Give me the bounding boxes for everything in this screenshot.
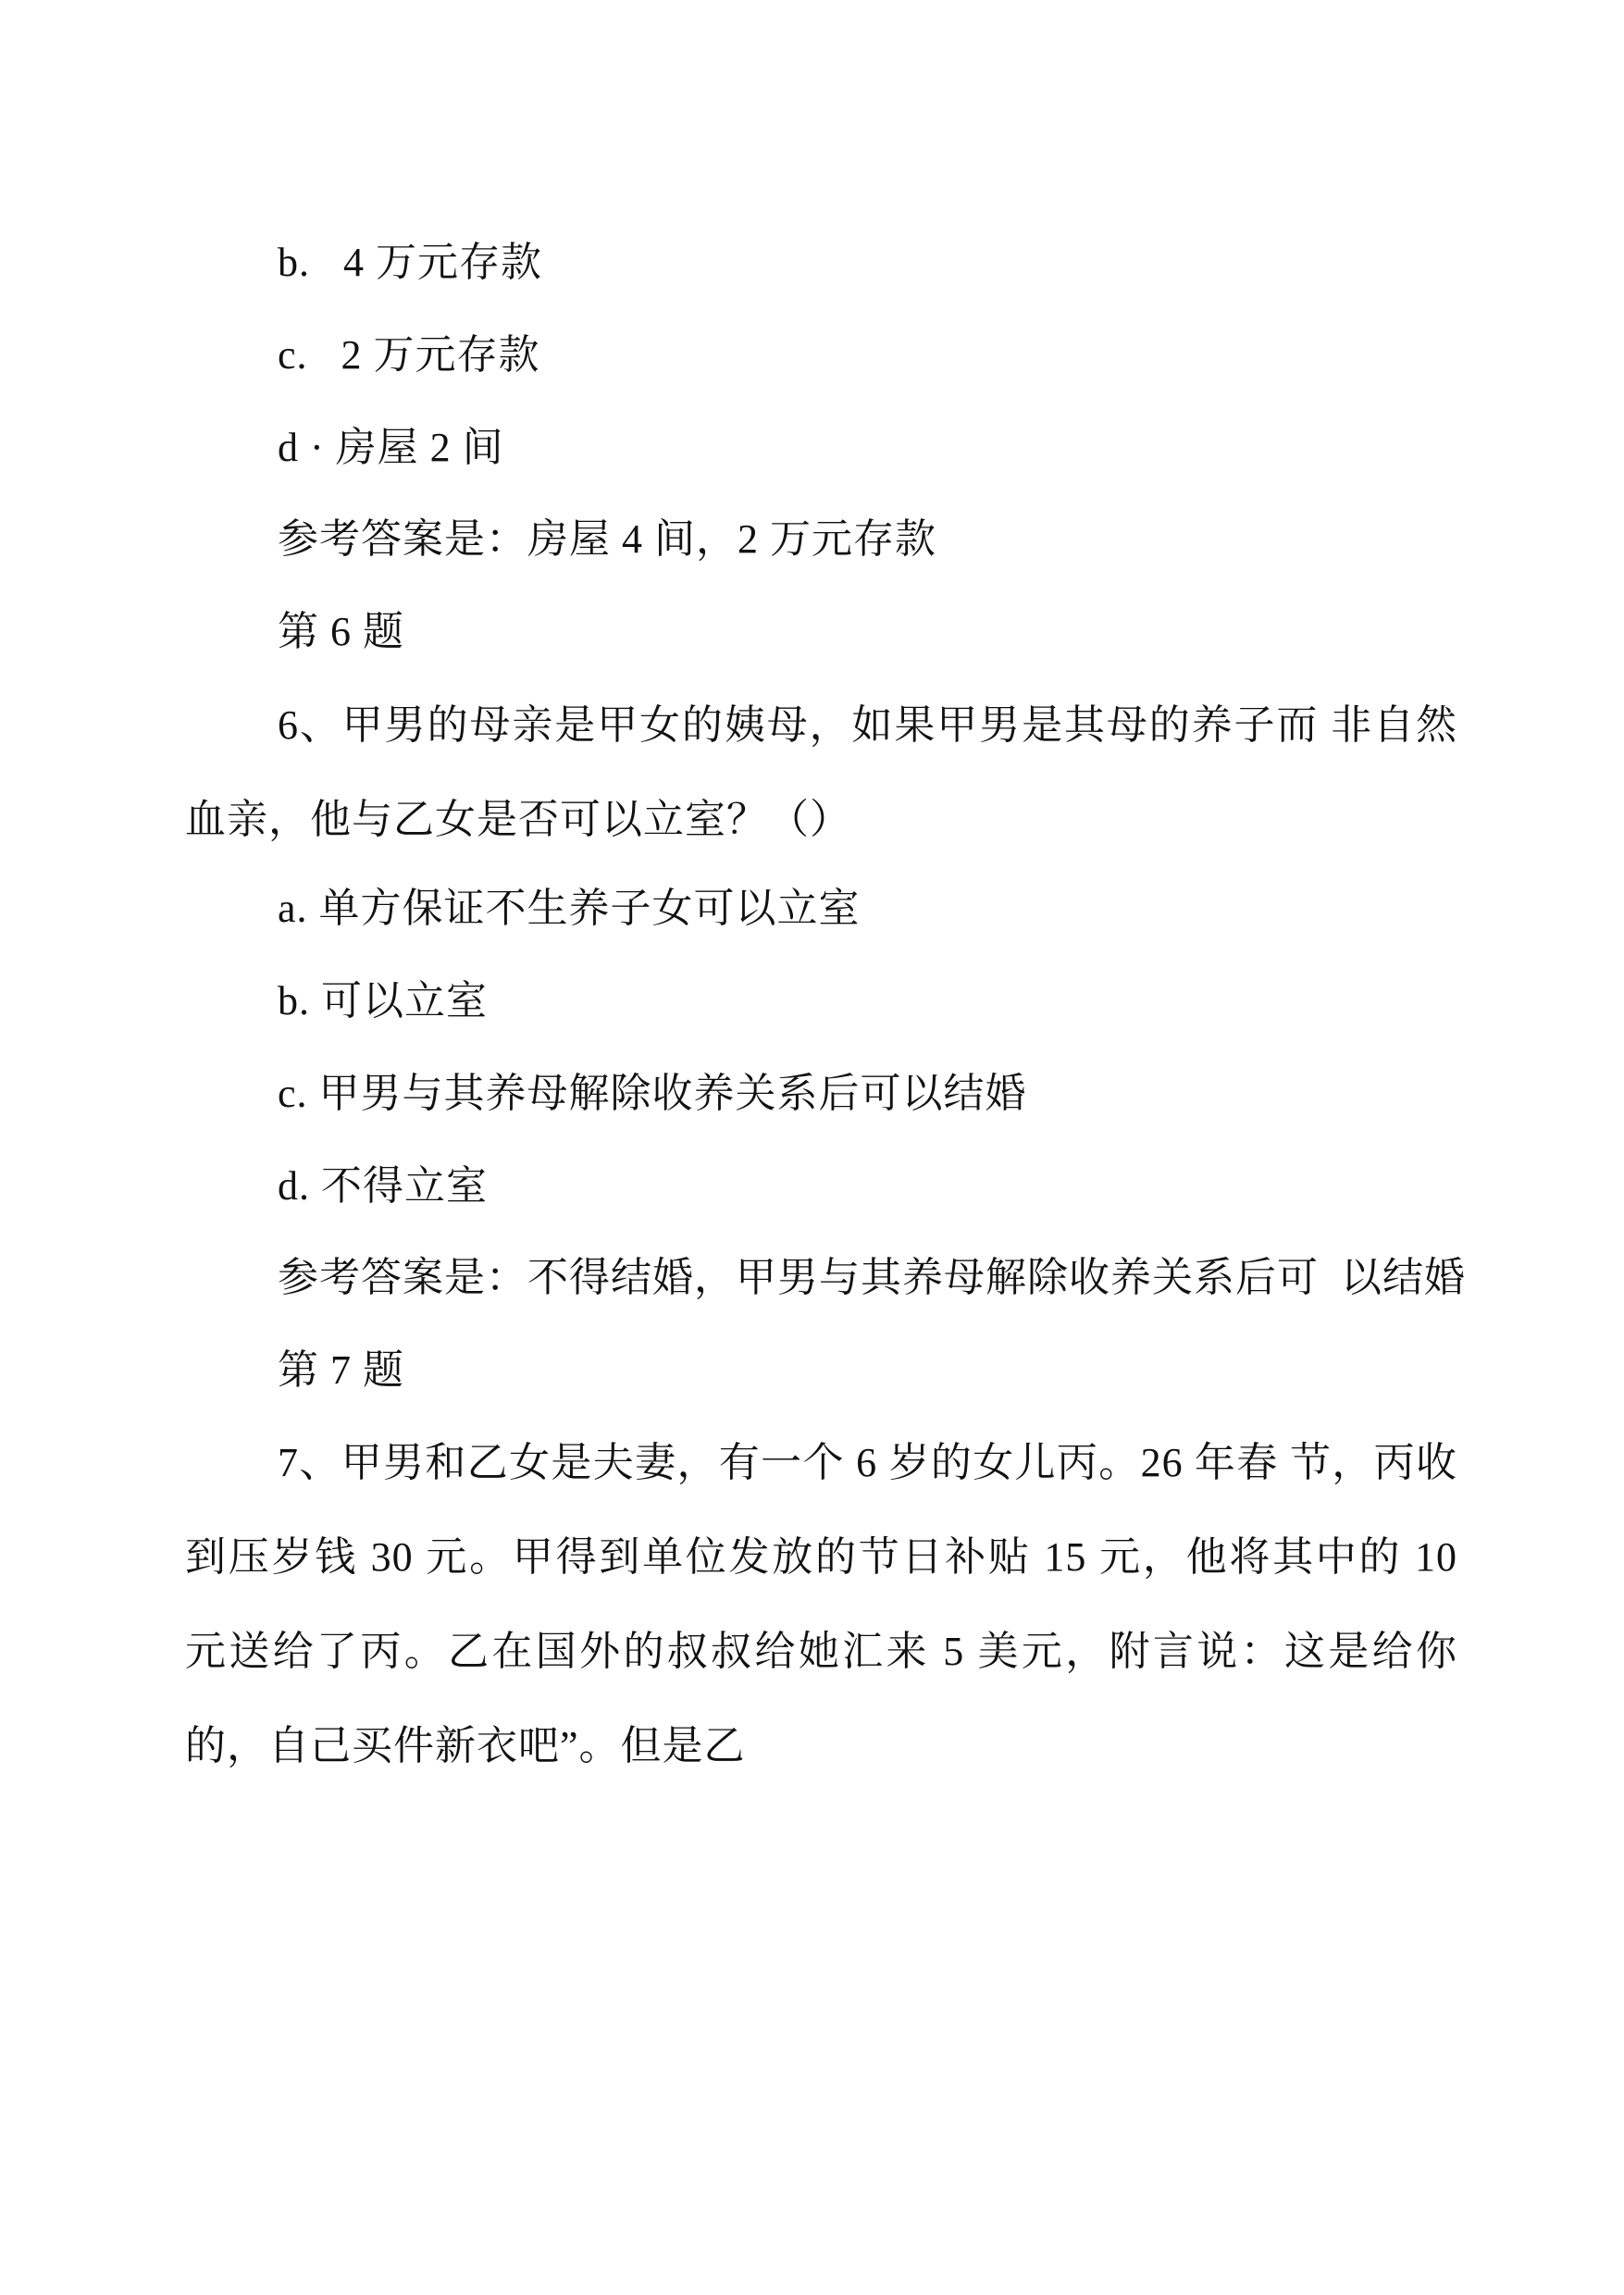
- q6-option-d: d. 不得立室: [278, 1163, 488, 1209]
- q6-heading: 第 6 题: [278, 609, 404, 654]
- q6-answer: 参考答案是：不得结婚，甲男与其养母解除收养关系后可 以结婚: [278, 1255, 1466, 1300]
- q6-option-b: b. 可以立室: [278, 978, 488, 1023]
- q6-question: 6、甲男的母亲是甲女的姨母，如果甲男是其母的养子而 非自然血亲，他与乙女是否可以立室？（）: [185, 702, 1457, 842]
- q6-option-a: a. 单方保证不生养子女可以立室: [278, 886, 861, 931]
- q6-option-c: c. 甲男与其养母解除收养关系后可以结婚: [278, 1071, 1027, 1116]
- q5-option-d: d · 房屋 2 间: [278, 425, 504, 470]
- q5-option-b: b. 4 万元存款: [278, 240, 542, 285]
- q7-question: 7、甲男和乙女是夫妻，有一个 6 岁的女儿丙。26 年春 节，丙收到压岁钱 30 元。甲得到单位发放的节日补贴 15 元，他将其中的 10 元送给了丙。乙在国外的叔叔给她汇来 5 美元，附言说：这是给你的，自己买件新衣吧”。但是乙: [185, 1440, 1457, 1768]
- q5-option-c: c. 2 万元存款: [278, 332, 540, 378]
- q5-answer: 参考答案是：房屋 4 间，2 万元存款: [278, 516, 936, 562]
- q7-heading: 第 7 题: [278, 1347, 404, 1393]
